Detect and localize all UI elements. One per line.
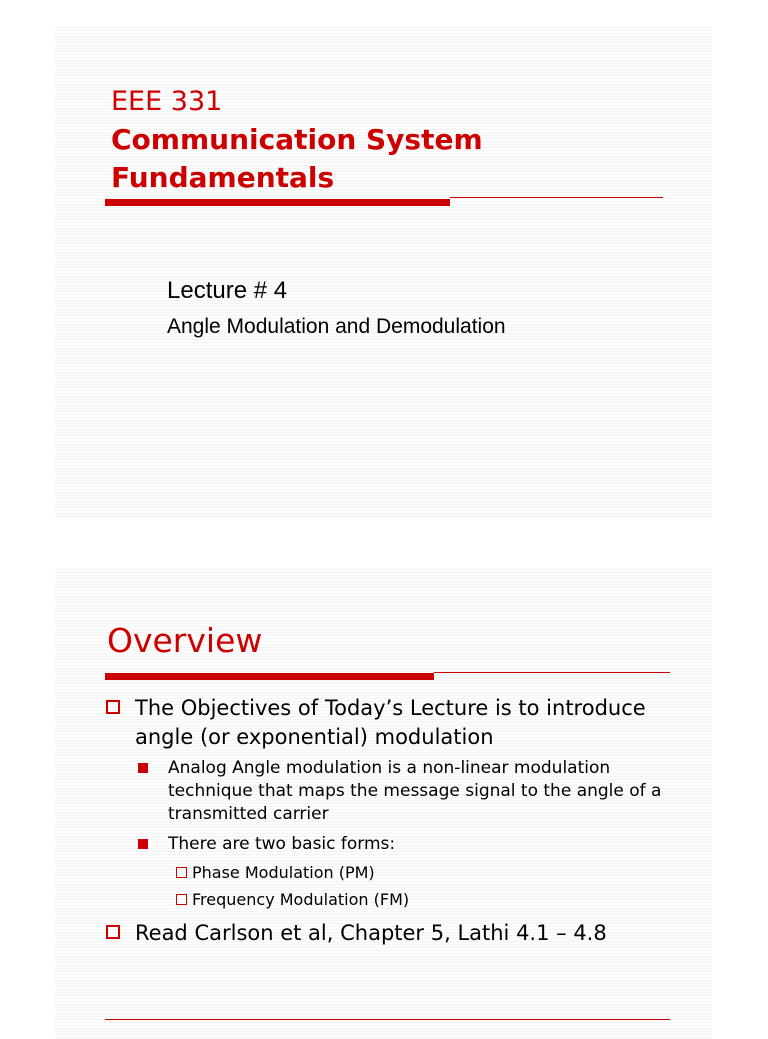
- bullet-definition-text: Analog Angle modulation is a non-linear modulation technique that maps the message signal to the angle of a transmitted carrier: [168, 758, 662, 824]
- bullet-objective-text: The Objectives of Today’s Lecture is to introduce angle (or exponential) modulation: [135, 696, 646, 749]
- bullet-reading: [135, 919, 640, 948]
- bullet-form-fm: [192, 888, 672, 911]
- overview-slide: [55, 569, 712, 1039]
- bullet-forms-intro-text: There are two basic forms:: [168, 834, 396, 854]
- lecture-subtitle: Angle Modulation and Demodulation: [167, 315, 506, 338]
- filled-square-icon: [138, 763, 148, 773]
- overview-divider-thin: [434, 672, 670, 673]
- title-slide: [55, 27, 712, 519]
- hollow-square-icon: [106, 925, 120, 939]
- next-slide-divider: [105, 1019, 670, 1020]
- hollow-square-icon: [176, 894, 187, 905]
- bullet-objective: [135, 694, 695, 752]
- filled-square-icon: [138, 839, 148, 849]
- bullet-forms-intro: [168, 833, 668, 856]
- bullet-form-pm-text: Phase Modulation (PM): [192, 863, 375, 882]
- lecture-number: Lecture # 4: [167, 277, 288, 304]
- overview-title: Overview: [107, 621, 263, 660]
- bullet-form-fm-text: Frequency Modulation (FM): [192, 890, 410, 909]
- bullet-form-pm: [192, 861, 672, 884]
- title-divider-thin: [450, 197, 663, 198]
- hollow-square-icon: [176, 867, 187, 878]
- hollow-square-icon: [106, 700, 120, 714]
- overview-divider-thick: [105, 673, 434, 680]
- course-code: EEE 331: [111, 86, 223, 117]
- course-title: Communication System Fundamentals: [111, 123, 483, 194]
- bullet-definition: [168, 757, 668, 826]
- title-divider-thick: [105, 199, 450, 206]
- bullet-reading-text: Read Carlson et al, Chapter 5, Lathi 4.1 – 4.8: [135, 921, 607, 945]
